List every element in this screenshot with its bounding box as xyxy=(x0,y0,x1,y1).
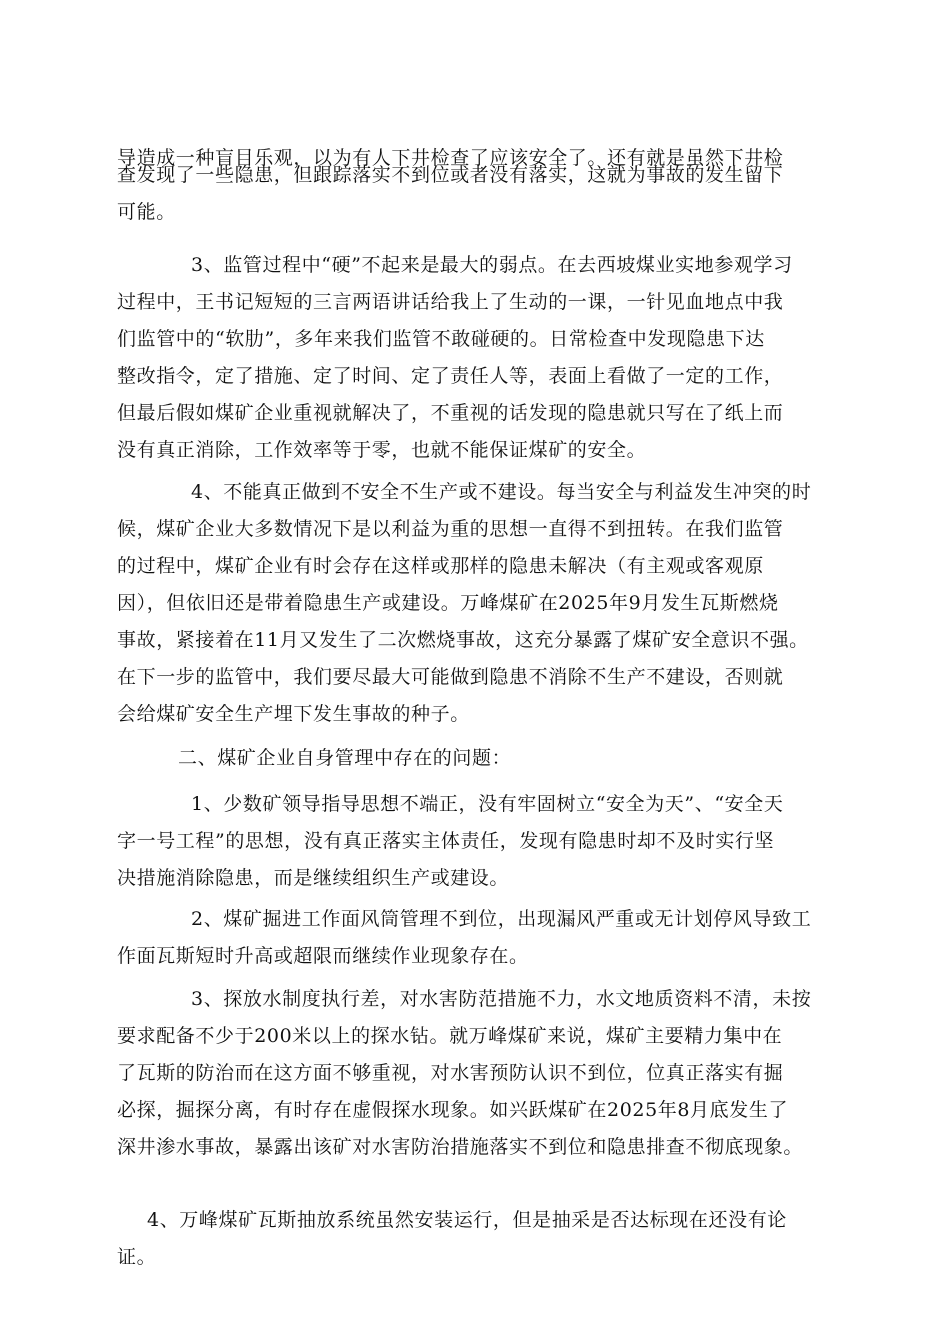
text-line: 3、探放水制度执行差，对水害防范措施不力，水文地质资料不清，未按 xyxy=(191,988,812,1010)
text-line: 候，煤矿企业大多数情况下是以利益为重的思想一直得不到扭转。在我们监管 xyxy=(117,518,784,540)
text-line: 3、监管过程中“硬”不起来是最大的弱点。在去西坡煤业实地参观学习 xyxy=(191,254,793,276)
text-line: 要求配备不少于200米以上的探水钻。就万峰煤矿来说，煤矿主要精力集中在 xyxy=(117,1025,783,1047)
text-line: 2、煤矿掘进工作面风筒管理不到位，出现漏风严重或无计划停风导致工 xyxy=(191,908,812,930)
text-line: 决措施消除隐患，而是继续组织生产或建设。 xyxy=(117,867,510,889)
text-line: 的过程中，煤矿企业有时会存在这样或那样的隐患未解决（有主观或客观原 xyxy=(117,555,764,577)
text-line: 必探，掘探分离，有时存在虚假探水现象。如兴跃煤矿在2025年8月底发生了 xyxy=(117,1099,789,1121)
text-line: 字一号工程”的思想，没有真正落实主体责任，发现有隐患时却不及时实行坚 xyxy=(117,830,775,852)
text-line: 1、少数矿领导指导思想不端正，没有牢固树立“安全为天”、“安全天 xyxy=(191,793,784,815)
text-line: 作面瓦斯短时升高或超限而继续作业现象存在。 xyxy=(117,945,529,967)
text-line: 没有真正消除，工作效率等于零，也就不能保证煤矿的安全。 xyxy=(117,439,647,461)
text-line: 但最后假如煤矿企业重视就解决了，不重视的话发现的隐患就只写在了纸上而 xyxy=(117,402,784,424)
text-line: 们监管中的“软肋”，多年来我们监管不敢碰硬的。日常检查中发现隐患下达 xyxy=(117,328,765,350)
text-line: 深井渗水事故，暴露出该矿对水害防治措施落实不到位和隐患排查不彻底现象。 xyxy=(117,1136,804,1158)
text-line: 因），但依旧还是带着隐患生产或建设。万峰煤矿在2025年9月发生瓦斯燃烧 xyxy=(117,592,779,614)
text-line: 整改指令，定了措施、定了时间、定了责任人等，表面上看做了一定的工作， xyxy=(117,365,784,387)
text-line: 4、不能真正做到不安全不生产或不建设。每当安全与利益发生冲突的时 xyxy=(191,481,812,503)
text-line: 了瓦斯的防治而在这方面不够重视，对水害预防认识不到位，位真正落实有掘 xyxy=(117,1062,784,1084)
text-line: 4、万峰煤矿瓦斯抽放系统虽然安装运行，但是抽采是否达标现在还没有论 xyxy=(147,1209,787,1231)
text-line: 事故，紧接着在11月又发生了二次燃烧事故，这充分暴露了煤矿安全意识不强。 xyxy=(117,629,809,651)
text-line: 在下一步的监管中，我们要尽最大可能做到隐患不消除不生产不建设，否则就 xyxy=(117,666,784,688)
text-line: 过程中，王书记短短的三言两语讲话给我上了生动的一课，一针见血地点中我 xyxy=(117,291,784,313)
section-heading: 二、煤矿企业自身管理中存在的问题： xyxy=(178,747,512,769)
text-line: 可能。 xyxy=(117,201,176,223)
text-line: 查发现了一些隐患，但跟踪落实不到位或者没有落实，这就为事故的发生留下 xyxy=(117,164,784,186)
text-line: 证。 xyxy=(117,1246,157,1268)
text-line: 导造成一种盲目乐观，以为有人下井检查了应该安全了。还有就是虽然下井检 xyxy=(117,147,784,169)
text-line: 会给煤矿安全生产埋下发生事故的种子。 xyxy=(117,703,470,725)
